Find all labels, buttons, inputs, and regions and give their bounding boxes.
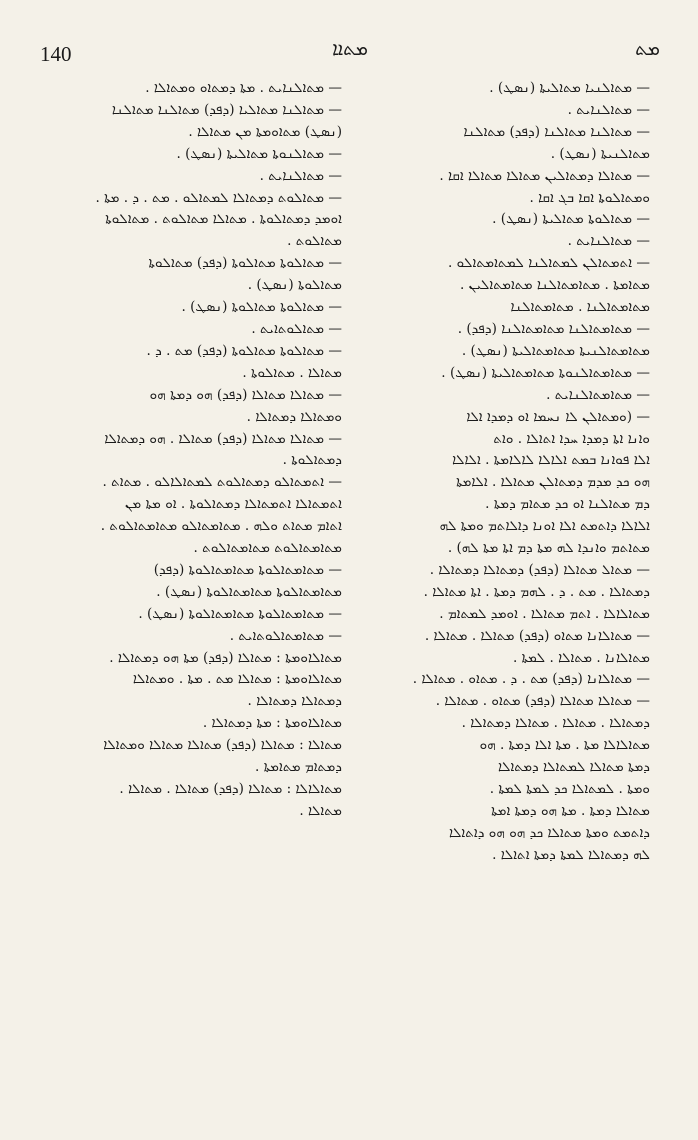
dictionary-line: ܡܬܐܠܐܠܐ ܡܬܐ . ܡܬܐ ܐܠܐ ܕܡܬܐ . ܗܘ [479,737,650,754]
dictionary-line: ܕܡܬܐܠܐ ܕܡܬܐܠܐ . [247,693,342,710]
dictionary-line: — ܐܬܡܬܐܠܘ ܕܡܬܐܠܘܬ ܠܡܬܐܠܐܠܘ . ܡܬܐܬ . [102,474,342,491]
left-column [60,78,342,823]
dictionary-line: ܘܡܬܐܠܘܬܐ ܐܩܐ ܒܓ ܐܩܐ . [529,189,650,206]
section-mark: ܡܬ [635,38,660,60]
dictionary-line: — ܡܬܐܠܢܝܐ ܡܬܐܠܝܬܐ (ܢܣܛ) . [489,80,650,96]
dictionary-line: ܡܬܐܠܐ ܕܡܬܐ . ܡܬܐ ܗܘ ܕܡܬܐ ܐܡܬܐ [491,802,650,819]
dictionary-line: — ܡܬܐܡܬܐܠܘܬܐ ܡܬܐܡܬܐܠܘܬܐ (ܕܦܕ) [153,561,342,578]
dictionary-line: — ܡܬܐܠܐ ܡܬܐܠܐ (ܕܦܕ) ܗܘ ܕܡܬܐ ܗܘ [149,386,342,403]
dictionary-line: — ܡܬܐܡܬܐܠܘܬܐܝܬ . [229,627,342,644]
dictionary-line: ܡܬܐܠܐ . [299,802,342,819]
dictionary-line: ܘܡܬܐ . ܠܡܬܐܠܐ ܟܕ ܠܡܬܐ ܠܡܬܐ . [489,781,650,797]
dictionary-line: ܐܘܡܕ ܕܡܬܐܠܘܬܐ . ܡܬܐܠܐ ܡܬܐܠܘܬ . ܡܬܐܠܘܬܐ [105,211,342,228]
dictionary-line: ܡܬܐܠܐ : ܡܬܐܠܐ (ܕܦܕ) ܡܬܐܠܐ ܡܬܐܠܐ ܘܡܬܐܠܐ [103,737,342,754]
dictionary-line: — ܡܬܐܠܐܢܐ ܡܬܐܘ (ܕܦܕ) ܡܬܐܠܐ . ܡܬܐܠܐ . [424,627,650,644]
dictionary-line: — ܡܬܐܡܬܐܠܘܬܐ ܡܬܐܡܬܐܠܘܬܐ (ܢܣܛ) . [138,605,342,622]
dictionary-line: ܡܬܐܠܐ . ܡܬܐܠܘܬܐ . [242,364,342,381]
right-column [368,78,650,867]
dictionary-line: — ܡܬܐܠܘܬܐ ܡܬܐܠܘܬܐ (ܢܣܛ) . [181,299,342,316]
dictionary-line: ܡܬܐܠܐܘܡܬܐ : ܡܬܐ ܕܡܬܐܠܐ . [202,715,342,732]
dictionary-line: ܡܬܐܬܡ ܘܐܢܕܐ ܠܗ ܡܬܐ ܕܡ ܐܬܐ ܡܬܐ ܠܗ) . [447,540,650,557]
dictionary-line: — ܡܬܐܠܐ ܡܬܐܠܐ (ܕܦܕ) ܡܬܐܠܐ . ܗܘ ܕܡܬܐܠܐ [104,430,342,447]
dictionary-line: (ܢܣܛ) ܡܬܐܘܡܬܐ ܡܢ ܡܬܐܠܐ . [188,123,342,140]
dictionary-line: ܕܡ ܡܬܐܠܢܐ ܐܘ ܟܕ ܡܬܐܡ ܕܡܬܐ . [485,496,650,513]
dictionary-line: — ܡܬܐܠܢܐ ܡܬܐܠܝܐ (ܕܦܕ) ܡܬܐܠܢܐ ܡܬܐܠܢܐ [111,101,342,118]
dictionary-line: — ܡܬܐܠܐ ܡܬܐܠܐ (ܕܦܕ) ܡܬܐܘ . ܡܬܐܠܐ . [435,693,650,710]
dictionary-line: ܡܬܐܠܐܢܐ . ܡܬܐܠܐ . ܠܡܬܐ . [512,649,650,666]
dictionary-line: — ܡܬܐܠܢܐܝܬ . [567,233,650,250]
dictionary-line: ܡܬܐܠܢܝܬܐ (ܢܣܛ) . [550,145,650,162]
dictionary-line: ܕܡܬܐܠܐ . ܡܬܐܠܐ . ܡܬܐܠܐ ܕܡܬܐܠܐ . [461,715,650,732]
dictionary-line: — ܡܬܐܠܘܬܐ ܡܬܐܠܝܬܐ (ܢܣܛ) . [492,211,650,228]
dictionary-line: ܡܬܐܡܬܐܠܘܬܐ ܡܬܐܡܬܐܠܘܬܐ (ܢܣܛ) . [156,583,342,600]
dictionary-line: — ܡܬܐܠܢܘܬܐ ܡܬܐܠܝܬܐ (ܢܣܛ) . [176,145,342,162]
dictionary-line: ܐܬܐܡ ܡܬܐܬ ܘܠܗ . ܡܬܐܡܬܐܠܘ ܡܬܐܡܬܐܠܘܬ . [100,518,342,535]
dictionary-line: — ܡܬܐܠܢܐܝܬ . [259,167,342,184]
dictionary-line: ܐܬܡܬܐܠܐ ܐܬܡܬܐܠܐ ܕܡܬܐܠܘܬܐ . ܐܘ ܡܬܐ ܡܢ [125,496,342,513]
dictionary-line: ܕܐܬܡܬ ܘܡܬܐ ܡܬܐܠܐ ܟܕ ܗܘ ܗܘ ܕܐܬܐܠܐ [448,824,650,841]
dictionary-line: — ܡܬܐܡܬܐܠܢܐܝܬ . [546,386,650,403]
dictionary-line: — ܡܬܐܠܘܬܐ ܡܬܐܠܘܬܐ (ܕܦܕ) ܡܬܐܠܘܬܐ [148,255,342,272]
dictionary-line: — ܡܬܐܠ ܡܬܐܠܐ (ܕܦܕ) ܕܡܬܐܠܐ ܕܡܬܐܠܐ . [429,561,650,578]
dictionary-line: ܗܘ ܟܕ ܡܕܡ ܕܡܬܐܠܢ ܡܬܐܠܐ . ܐܠܐܡܬܐ [456,474,650,491]
dictionary-line: — ܡܬܐܠܢܐܝܬ . [567,101,650,118]
dictionary-line: ܡܬܐܠܘܬ . [287,233,342,250]
dictionary-line: ܠܗ ܕܡܬܐܠܐ ܠܡܬܐ ܕܡܬܐ ܐܬܐܠܐ . [492,846,650,863]
dictionary-line: ܡܬܐܠܐܠܐ : ܡܬܐܠܐ (ܕܦܕ) ܡܬܐܠܐ . ܡܬܐܠܐ . [119,781,342,797]
dictionary-line: ܐܠܐ ܦܘܐܢܐ ܒܡܬ ܐܠܐܠܐ ܠܐܠܐܡܬܐ . ܐܠܐܠܐ [452,452,650,469]
dictionary-line: — ܡܬܐܠܐ ܕܡܬܐܠܝܢ ܡܬܐܠܐ ܡܬܐܠܐ ܐܩܐ . [439,167,650,184]
dictionary-line: ܕܡܬܐ ܡܬܐܠܐ ܠܡܬܐܠܐ ܕܡܬܐܠܐ [498,759,650,776]
dictionary-line: ܕܡܬܐܠܐ . ܡܬ . ܕ . ܠܗܡ ܕܡܬܐ . ܐܬܐ ܡܬܐܠܐ . [423,583,650,600]
dictionary-line: — ܡܬܐܠܘܬ ܕܡܬܐܠܐ ܠܡܬܐܠܘ . ܡܬ . ܕ . ܡܬܐ . [95,189,342,206]
dictionary-line: ܡܬܐܠܐܘܡܬܐ : ܡܬܐܠܐ ܡܬ . ܡܬܐ . ܘܡܬܐܠܐ [132,671,342,688]
dictionary-line: ܕܡܬܐܡ ܡܬܐܡܬܐ . [255,759,342,776]
page-number: 140 [40,42,72,66]
dictionary-line: — ܡܬܐܠܢܐܝܬ . ܡܬܐ ܕܡܬܐܘ ܘܡܬܐܠܐ . [145,80,342,96]
dictionary-line: ܡܬܐܡܬܐܠܢܐ . ܡܬܐܡܬܐܠܢܐ [510,299,650,316]
dictionary-line: — (ܘܡܬܐܠܢ ܠܐ ܢܚܡܐ ܐܘ ܕܡܕܐ ܐܠܐ [466,408,650,425]
dictionary-line: — ܡܬܐܠܘܬܐ ܡܬܐܠܘܬܐ (ܕܦܕ) ܡܬ . ܕ . [146,342,342,359]
dictionary-line: ܡܬܐܠܐܠܐ . ܐܬܡ ܡܬܐܠܐ . ܐܘܡܕ ܠܡܬܐܡ . [439,605,650,622]
dictionary-line: — ܡܬܐܠܘܬܐܝܬ . [251,320,342,337]
dictionary-line: ܐܠܐܠܐ ܕܐܬܡܬ ܐܠܐ ܐܘܢܐ ܕܐܠܐܬܡ ܘܡܬܐ ܠܗ [439,518,650,535]
page-header [40,34,660,74]
dictionary-line: — ܡܬܐܡܬܐܠܢܘܬܐ ܡܬܐܡܬܐܠܝܬܐ (ܢܣܛ) . [441,364,650,381]
dictionary-line: — ܡܬܐܠܐܢܐ (ܕܦܕ) ܡܬ . ܕ . ܡܬܐܘ . ܡܬܐܠܐ . [412,671,650,688]
dictionary-line: ܡܬܐܡܬܐ . ܡܬܐܡܬܐܠܢܐ ܡܬܐܡܬܐܠܝܢ . [460,277,650,294]
dictionary-line: ܡܬܐܠܘܬܐ (ܢܣܛ) . [247,277,342,294]
dictionary-line: — ܡܬܐܡܬܐܠܢܐ ܡܬܐܡܬܐܠܢܐ (ܕܦܕ) . [457,320,650,337]
dictionary-line: ܡܬܐܡܬܐܠܘܬ ܡܬܐܡܬܐܠܘܬ . [193,540,342,557]
dictionary-columns [60,78,650,1078]
running-title: ܡܬܐܐ [332,38,368,60]
dictionary-line: ܘܡܬܐܠܐ ܕܡܬܐܠܐ . [246,408,342,425]
dictionary-line: ܡܬܐܠܐܘܡܬܐ : ܡܬܐܠܐ (ܕܦܕ) ܡܬܐ ܗܘ ܕܡܬܐܠܐ . [109,649,342,666]
dictionary-line: ܕܡܬܐܠܘܬܐ . [282,452,342,469]
dictionary-line: ܡܬܐܡܬܐܠܢܝܬܐ ܡܬܐܡܬܐܠܝܬܐ (ܢܣܛ) . [461,342,650,359]
dictionary-line: ܘܐܢܐ ܐܬܐ ܕܡܕܐ ܚܕܐ ܐܬܐܠܐ . ܘܐܬ [493,430,650,447]
dictionary-line: — ܐܬܡܬܐܠܢ ܠܡܬܐܠܢܐ ܠܡܬܐܡܬܐܠܘ . [447,255,650,272]
dictionary-line: — ܡܬܐܠܢܐ ܡܬܐܠܢܐ (ܕܦܕ) ܡܬܐܠܢܐ [463,123,650,140]
